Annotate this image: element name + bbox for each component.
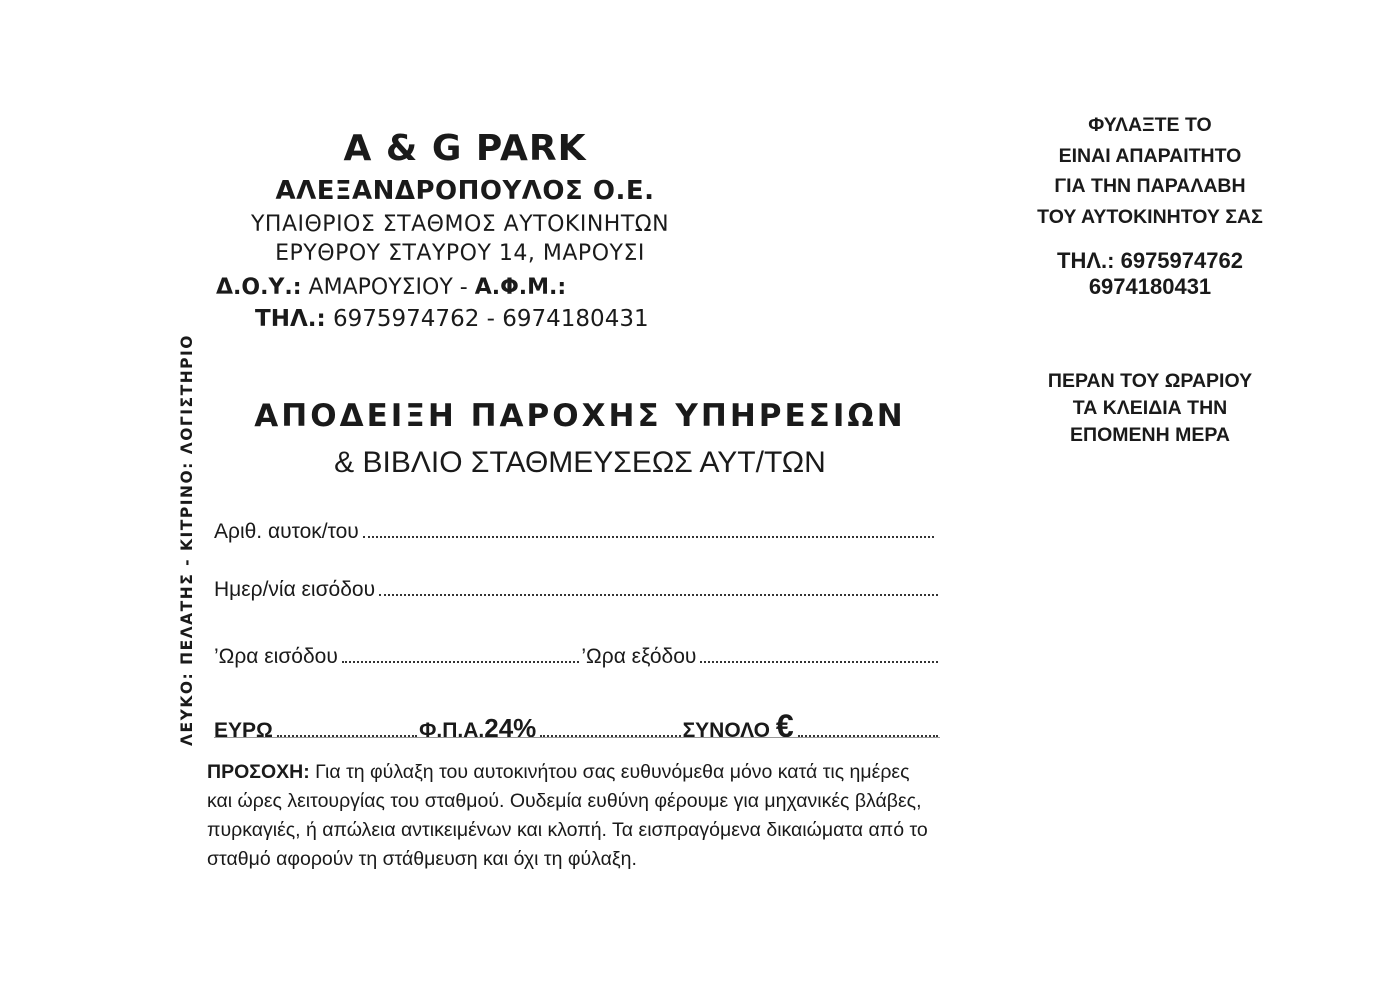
exit-time-label: ’Ωρα εξόδου bbox=[581, 645, 697, 668]
amount-underline bbox=[214, 737, 940, 738]
entry-date-field[interactable] bbox=[214, 578, 940, 602]
notice-text: Για τη φύλαξη του αυτοκινήτου σας ευθυνόμεθα μόνο κατά τις ημέρες και ώρες λειτουργίας του σταθμού. Ουδεμία ευθύνη φέρουμε για μηχανικές βλάβες, πυρκαγιές, ή απώλεια αντικειμένων και κλοπή. Τα εισπραγόμενα δικαιώματα από το σταθμό αφορούν τη στάθμευση και όχι τη φύλαξη. bbox=[207, 761, 928, 870]
stub-phone bbox=[1020, 248, 1280, 300]
business-address: ΕΡΥΘΡΟΥ ΣΤΑΥΡΟΥ 14, ΜΑΡΟΥΣΙ bbox=[275, 241, 645, 266]
plate-field[interactable] bbox=[214, 520, 936, 544]
entry-date-fill-line[interactable] bbox=[379, 593, 938, 596]
exit-time-fill-line[interactable] bbox=[700, 660, 938, 663]
entry-time-fill-line[interactable] bbox=[342, 660, 580, 663]
plate-fill-line[interactable] bbox=[363, 535, 934, 538]
keep-line: ΕΙΝΑΙ ΑΠΑΡΑΙΤΗΤΟ bbox=[1058, 144, 1242, 167]
document-title: ΑΠΟΔΕΙΞΗ ΠΑΡΟΧΗΣ ΥΠΗΡΕΣΙΩΝ bbox=[254, 398, 906, 434]
keep-line: ΦΥΛΑΞΤΕ ΤΟ bbox=[1088, 114, 1212, 136]
entry-time-label: ’Ωρα εισόδου bbox=[214, 645, 338, 668]
euro-icon: € bbox=[775, 708, 794, 744]
tax-info bbox=[216, 275, 716, 300]
copy-color-legend: ΛΕΥΚΟ: ΠΕΛΑΤΗΣ - ΚΙΤΡΙΝΟ: ΛΟΓΙΣΤΗΡΙΟ bbox=[178, 334, 196, 746]
hours-line: ΠΕΡΑΝ ΤΟΥ ΩΡΑΡΙΟΥ bbox=[1047, 370, 1253, 392]
stub-phone-line1: ΤΗΛ.: 6975974762 bbox=[1057, 248, 1243, 273]
entry-date-label: Ημερ/νία εισόδου bbox=[214, 578, 376, 601]
plate-label: Αριθ. αυτοκ/του bbox=[214, 520, 359, 543]
tax-office-label: Δ.Ο.Υ.: bbox=[216, 275, 302, 300]
amount-fields-row bbox=[214, 708, 940, 745]
keep-line: ΤΟΥ ΑΥΤΟΚΙΝΗΤΟΥ ΣΑΣ bbox=[1037, 205, 1263, 228]
vat-rate: 24% bbox=[484, 713, 537, 743]
keep-ticket-notice bbox=[1020, 110, 1280, 232]
business-type: ΥΠΑΙΘΡΙΟΣ ΣΤΑΘΜΟΣ ΑΥΤΟΚΙΝΗΤΩΝ bbox=[250, 212, 670, 237]
document-subtitle: & ΒΙΒΛΙΟ ΣΤΑΘΜΕΥΣΕΩΣ ΑΥΤ/ΤΩΝ bbox=[334, 446, 826, 479]
vat-label: Φ.Π.Α. bbox=[419, 719, 485, 742]
header-phone bbox=[255, 306, 755, 332]
phone-label: ΤΗΛ.: bbox=[255, 306, 326, 332]
after-hours-notice bbox=[1020, 368, 1280, 449]
brand-name: A & G PARK bbox=[343, 128, 587, 169]
time-fields-row bbox=[214, 645, 940, 669]
total-label: ΣΥΝΟΛΟ bbox=[682, 719, 770, 742]
phone-value: 6975974762 - 6974180431 bbox=[333, 306, 649, 332]
notice-label: ΠΡΟΣΟΧΗ: bbox=[207, 761, 310, 783]
notice-paragraph bbox=[207, 758, 937, 874]
tax-office-value: ΑΜΑΡΟΥΣΙΟΥ - bbox=[308, 275, 468, 300]
keep-line: ΓΙΑ ΤΗΝ ΠΑΡΑΛΑΒΗ bbox=[1054, 175, 1246, 197]
vat-number-label: Α.Φ.Μ.: bbox=[474, 275, 567, 300]
company-name: ΑΛΕΞΑΝΔΡΟΠΟΥΛΟΣ Ο.Ε. bbox=[275, 176, 655, 206]
hours-line: ΕΠΟΜΕΝΗ ΜΕΡΑ bbox=[1070, 424, 1230, 446]
euro-label: ΕΥΡΩ bbox=[214, 719, 273, 742]
hours-line: ΤΑ ΚΛΕΙΔΙΑ ΤΗΝ bbox=[1072, 397, 1228, 419]
stub-phone-line2: 6974180431 bbox=[1088, 274, 1212, 299]
